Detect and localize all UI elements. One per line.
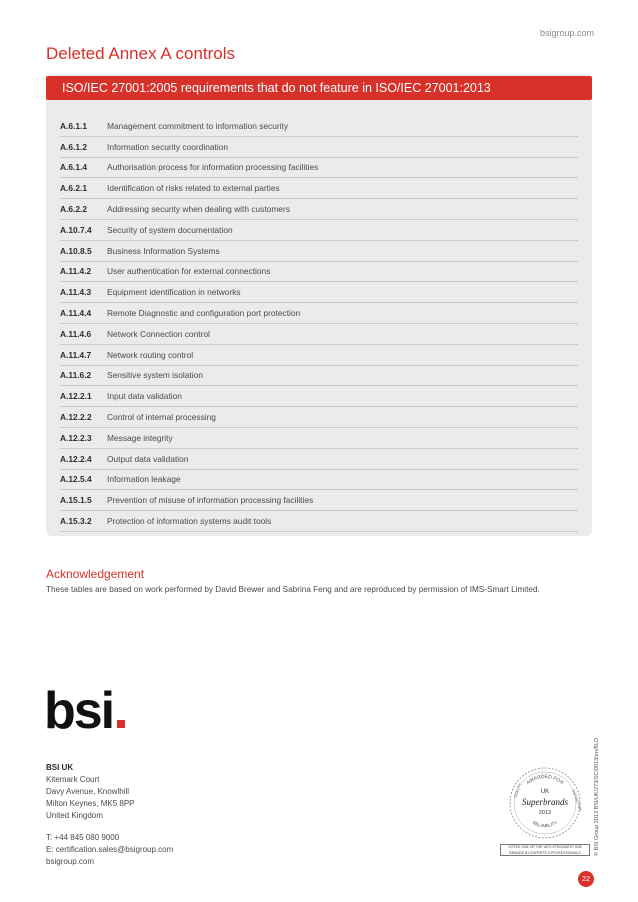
table-row — [60, 282, 578, 303]
table-row — [60, 428, 578, 449]
control-description: Sensitive system isolation — [107, 370, 203, 381]
control-code: A.12.2.3 — [60, 432, 92, 443]
site-url[interactable]: bsigroup.com — [539, 28, 594, 38]
superbrands-award-seal — [508, 766, 582, 840]
control-code: A.11.6.2 — [60, 370, 92, 381]
org-name: BSI UK — [46, 763, 74, 772]
logo-dot — [117, 720, 125, 728]
control-description: Prevention of misuse of information processing facilities — [107, 495, 314, 506]
control-description: Management commitment to information security — [107, 120, 289, 131]
control-description: Authorisation process for information processing facilities — [107, 162, 319, 173]
control-description: User authentication for external connections — [107, 266, 271, 277]
address-line: United Kingdom — [46, 811, 103, 820]
control-description: Output data validation — [107, 453, 189, 464]
email-link[interactable]: E: certification.sales@bsigroup.com — [46, 845, 174, 854]
table-row — [60, 407, 578, 428]
address-line: Milton Keynes, MK5 8PP — [46, 799, 135, 808]
control-description: Remote Diagnostic and configuration port protection — [107, 308, 301, 319]
award-right-text: DISTINCTION — [571, 788, 582, 812]
bsi-logo — [44, 684, 128, 736]
table-row — [60, 324, 578, 345]
table-row — [60, 158, 578, 179]
contact-block — [46, 762, 173, 868]
acknowledgement-text: These tables are based on work performed by David Brewer and Sabrina Feng and are reproduced by permission of IMS-Smart Limited. — [46, 585, 540, 594]
control-description: Information leakage — [107, 474, 181, 485]
table-row — [60, 511, 578, 532]
control-description: Input data validation — [107, 391, 182, 402]
svg-text:AWARDED FOR — [525, 774, 564, 786]
control-code: A.6.1.1 — [60, 120, 88, 131]
control-description: Message integrity — [107, 432, 173, 443]
award-brand: Superbrands — [521, 797, 569, 807]
svg-text:RELIABILITY — [532, 820, 559, 828]
control-code: A.11.4.6 — [60, 328, 92, 339]
control-code: A.12.2.2 — [60, 412, 92, 423]
award-country: UK — [540, 789, 550, 795]
table-row — [60, 449, 578, 470]
table-row — [60, 386, 578, 407]
page-title: Deleted Annex A controls — [46, 44, 236, 63]
control-description: Security of system documentation — [107, 224, 233, 235]
phone: T: +44 845 080 9000 — [46, 833, 120, 842]
table-row — [60, 303, 578, 324]
control-description: Network Connection control — [107, 328, 210, 339]
table-row — [60, 345, 578, 366]
control-code: A.12.2.4 — [60, 453, 92, 464]
control-code: A.6.2.2 — [60, 204, 88, 215]
award-top-text: AWARDED FOR — [525, 773, 565, 787]
control-code: A.10.8.5 — [60, 245, 92, 256]
control-code: A.11.4.2 — [60, 266, 92, 277]
website-link[interactable]: bsigroup.com — [46, 857, 95, 866]
award-year: 2013 — [538, 810, 552, 816]
table-row — [60, 199, 578, 220]
control-description: Protection of information systems audit tools — [107, 516, 272, 527]
control-description: Equipment identification in networks — [107, 287, 241, 298]
control-description: Identification of risks related to external parties — [107, 183, 280, 194]
table-row — [60, 366, 578, 387]
control-code: A.6.2.1 — [60, 183, 88, 194]
table-row — [60, 220, 578, 241]
control-code: A.11.4.7 — [60, 349, 92, 360]
table-row — [60, 137, 578, 158]
control-code: A.10.7.4 — [60, 224, 92, 235]
control-code: A.12.2.1 — [60, 391, 92, 402]
control-code: A.11.4.4 — [60, 308, 92, 319]
control-description: Addressing security when dealing with customers — [107, 204, 290, 215]
copyright-reference: © BSI Group 2013 BSI/UK/273/SC/0913/en/BLD — [594, 737, 600, 856]
control-description: Control of internal processing — [107, 412, 216, 423]
control-code: A.15.3.2 — [60, 516, 92, 527]
control-code: A.11.4.3 — [60, 287, 92, 298]
table-row — [60, 262, 578, 283]
table-row — [60, 490, 578, 511]
award-bottom-text: RELIABILITY — [531, 819, 559, 829]
control-code: A.6.1.2 — [60, 141, 88, 152]
control-description: Business Information Systems — [107, 245, 220, 256]
logo-text: bsi — [44, 684, 114, 736]
control-code: A.12.5.4 — [60, 474, 92, 485]
control-description: Network routing control — [107, 349, 194, 360]
address-line: Davy Avenue, Knowlhill — [46, 787, 130, 796]
acknowledgement-title: Acknowledgement — [46, 567, 145, 581]
address-line: Kitemark Court — [46, 775, 100, 784]
table-row — [60, 116, 578, 137]
controls-table — [60, 116, 578, 532]
table-row — [60, 241, 578, 262]
award-caption: VOTED ONE OF THE UK'S STRONGEST B2B BRANDS BY EXPERTS & PROFESSIONALS — [500, 844, 590, 856]
table-banner: ISO/IEC 27001:2005 requirements that do not feature in ISO/IEC 27001:2013 — [46, 76, 592, 100]
control-description: Information security coordination — [107, 141, 229, 152]
table-row — [60, 470, 578, 491]
page-number: 22 — [578, 871, 594, 887]
control-code: A.15.1.5 — [60, 495, 92, 506]
control-code: A.6.1.4 — [60, 162, 88, 173]
award-left-text: QUALITY — [513, 782, 523, 799]
table-row — [60, 178, 578, 199]
